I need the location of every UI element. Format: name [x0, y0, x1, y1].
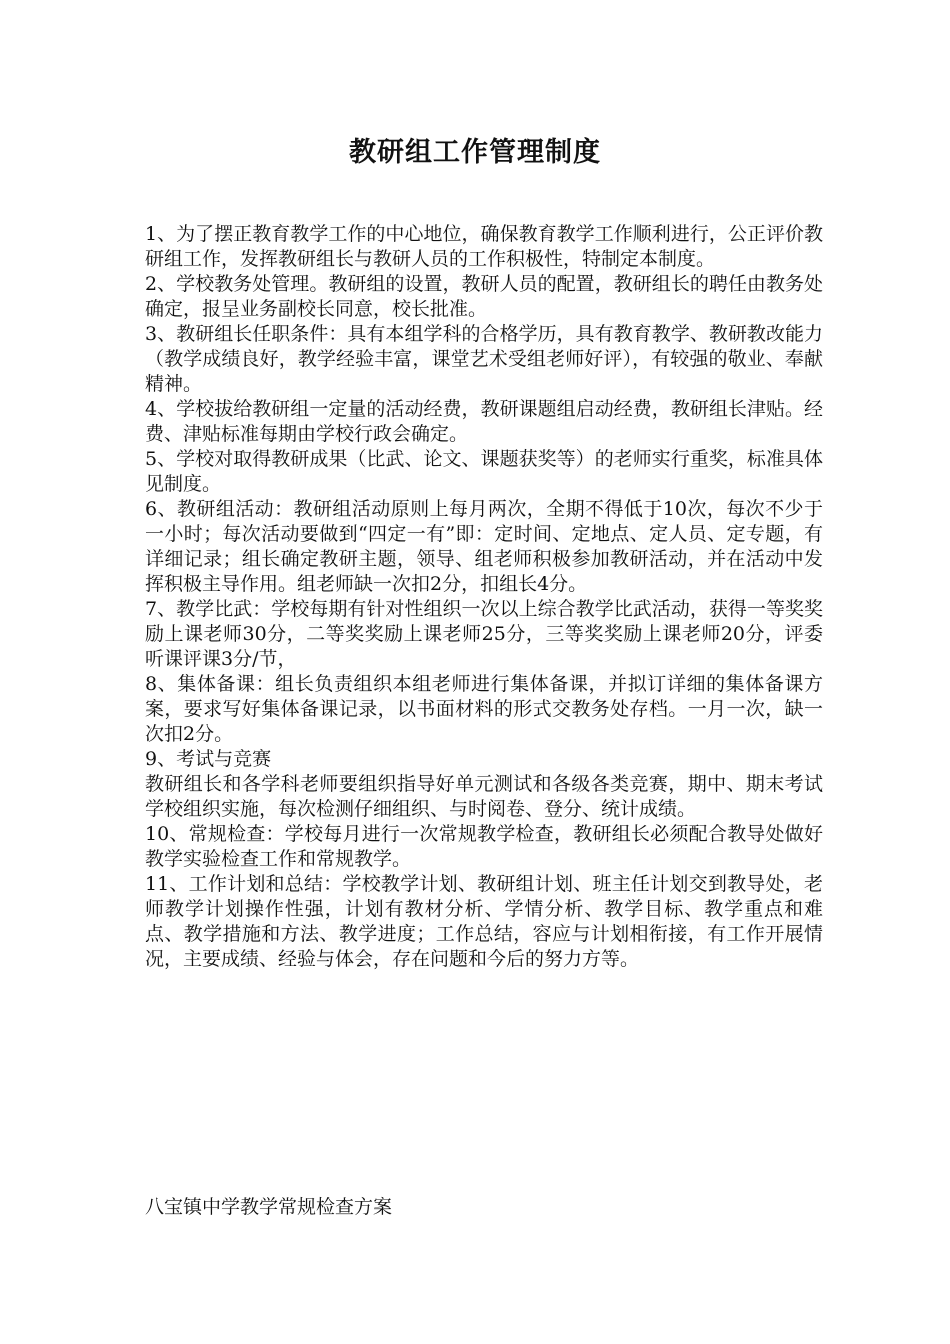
paragraph-8: 8、集体备课：组长负责组织本组老师进行集体备课，并拟订详细的集体备课方案，要求写好集体备课记录，以书面材料的形式交教务处存档。一月一次，缺一次扣2分。: [145, 673, 823, 745]
paragraph-9-heading: 9、考试与竞赛: [145, 748, 272, 770]
paragraph-7: 7、教学比武：学校每期有针对性组织一次以上综合教学比武活动，获得一等奖奖励上课老师30分，二等奖奖励上课老师25分，三等奖奖励上课老师20分，评委听课评课3分/节，: [145, 598, 823, 670]
paragraph-4: 4、学校拔给教研组一定量的活动经费，教研课题组启动经费，教研组长津贴。经费、津贴标准每期由学校行政会确定。: [145, 398, 823, 445]
paragraph-6: 6、教研组活动：教研组活动原则上每月两次，全期不得低于10次，每次不少于一小时；每次活动要做到“四定一有”即：定时间、定地点、定人员、定专题，有详细记录；组长确定教研主题，领导、组老师积极参加教研活动，并在活动中发挥积极主导作用。组老师缺一次扣2分，扣组长4分。: [145, 498, 823, 595]
paragraph-1: 1、为了摆正教育教学工作的中心地位，确保教育教学工作顺利进行，公正评价教研组工作，发挥教研组长与教研人员的工作积极性，特制定本制度。: [145, 223, 823, 270]
paragraph-5: 5、学校对取得教研成果（比武、论文、课题获奖等）的老师实行重奖，标准具体见制度。: [145, 448, 823, 495]
page-title: 教研组工作管理制度: [349, 137, 601, 168]
paragraph-10: 10、常规检查：学校每月进行一次常规教学检查，教研组长必须配合教导处做好教学实验检查工作和常规教学。: [145, 823, 823, 870]
paragraph-3: 3、教研组长任职条件：具有本组学科的合格学历，具有教育教学、教研教改能力（教学成绩良好，教学经验丰富，课堂艺术受组老师好评），有较强的敬业、奉献精神。: [145, 323, 823, 395]
paragraph-2: 2、学校教务处管理。教研组的设置，教研人员的配置，教研组长的聘任由教务处确定，报呈业务副校长同意，校长批准。: [145, 273, 823, 320]
document-body: [145, 222, 823, 972]
paragraph-11: 11、工作计划和总结：学校教学计划、教研组计划、班主任计划交到教导处，老师教学计划操作性强，计划有教材分析、学情分析、教学目标、教学重点和难点、教学措施和方法、教学进度；工作总结，容应与计划相衔接，有工作开展情况，主要成绩、经验与体会，存在问题和今后的努力方等。: [145, 873, 823, 970]
next-document-title: 八宝镇中学教学常规检查方案: [145, 1196, 393, 1218]
paragraph-9-body: 教研组长和各学科老师要组织指导好单元测试和各级各类竞赛，期中、期末考试学校组织实施，每次检测仔细组织、与时阅卷、登分、统计成绩。: [145, 773, 823, 820]
